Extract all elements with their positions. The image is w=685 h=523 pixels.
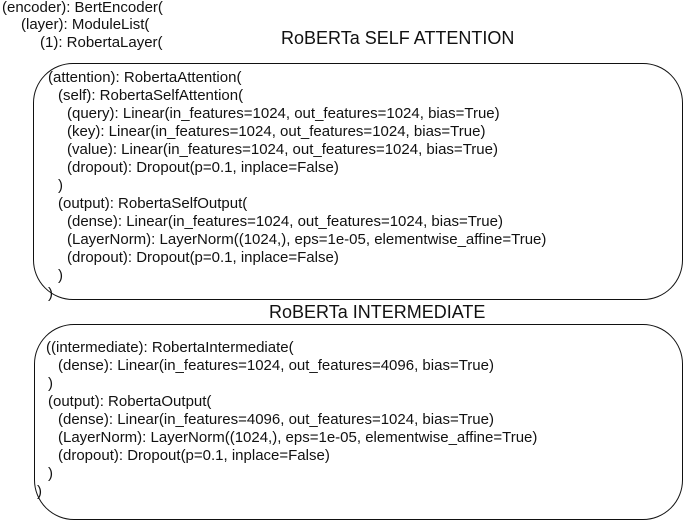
encoder-line: (encoder): BertEncoder( xyxy=(2,0,163,16)
close-paren-line: ) xyxy=(58,177,63,194)
key-code-line: (key): Linear(in_features=1024, out_features=1024, bias=True) xyxy=(67,123,486,140)
layer-line: (layer): ModuleList( xyxy=(21,16,150,33)
roberta-layer-line: (1): RobertaLayer( xyxy=(40,34,163,51)
query-code-line: (query): Linear(in_features=1024, out_features=1024, bias=True) xyxy=(67,105,500,122)
intermediate-code-line: ((intermediate): RobertaIntermediate( xyxy=(46,339,294,356)
intermediate-title: RoBERTa INTERMEDIATE xyxy=(269,302,486,322)
output-code-line: (output): RobertaOutput( xyxy=(48,393,212,410)
close-paren-line: ) xyxy=(58,267,63,284)
self-code-line: (self): RobertaSelfAttention( xyxy=(58,87,244,104)
dense-code-line: (dense): Linear(in_features=1024, out_features=1024, bias=True) xyxy=(67,213,503,230)
self-attention-title: RoBERTa SELF ATTENTION xyxy=(281,28,515,48)
dropout-code-line: (dropout): Dropout(p=0.1, inplace=False) xyxy=(67,159,339,176)
value-code-line: (value): Linear(in_features=1024, out_features=1024, bias=True) xyxy=(67,141,498,158)
attention-code-line: (attention): RobertaAttention( xyxy=(48,69,242,86)
dropout-code-line: (dropout): Dropout(p=0.1, inplace=False) xyxy=(67,249,339,266)
close-paren-line: ) xyxy=(48,465,53,482)
dense-code-line: (dense): Linear(in_features=1024, out_features=4096, bias=True) xyxy=(58,357,494,374)
close-paren-line: ) xyxy=(48,375,53,392)
layernorm-code-line: (LayerNorm): LayerNorm((1024,), eps=1e-05, elementwise_affine=True) xyxy=(58,429,538,446)
close-paren-line: ) xyxy=(48,285,53,302)
close-paren-line: ) xyxy=(37,483,42,500)
dense-code-line: (dense): Linear(in_features=4096, out_features=1024, bias=True) xyxy=(58,411,494,428)
dropout-code-line: (dropout): Dropout(p=0.1, inplace=False) xyxy=(58,447,330,464)
self-output-code-line: (output): RobertaSelfOutput( xyxy=(58,195,248,212)
layernorm-code-line: (LayerNorm): LayerNorm((1024,), eps=1e-05, elementwise_affine=True) xyxy=(67,231,547,248)
